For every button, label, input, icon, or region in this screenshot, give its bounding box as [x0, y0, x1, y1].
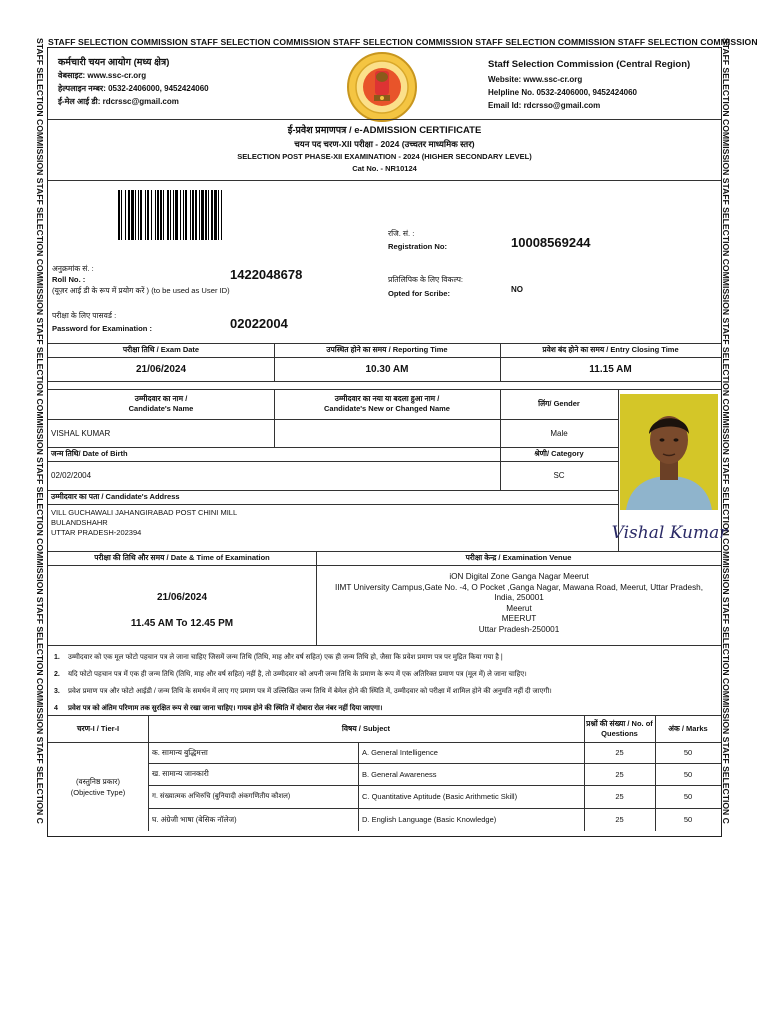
subject-hindi: घ. अंग्रेजी भाषा (बेसिक नॉलेज) [152, 814, 237, 824]
reporting-time-value: 10.30 AM [365, 363, 409, 375]
instruction-number: 3. [54, 688, 60, 695]
ssc-emblem-icon [344, 51, 420, 123]
scribe-label-hindi: प्रतिलिपिक के लिए विकल्प: [388, 275, 464, 284]
entry-closing-label: प्रवेश बंद होने का समय / Entry Closing Time [542, 345, 679, 354]
questions-header: प्रश्नों की संख्या / No. of Questions [586, 718, 653, 738]
subject-english: C. Quantitative Aptitude (Basic Arithmetic Skill) [362, 792, 518, 801]
title-line2: चयन पद चरण-XII परीक्षा - 2024 (उच्चतर माध्यमिक स्तर) [294, 139, 475, 149]
watermark-top: STAFF SELECTION COMMISSION STAFF SELECTION COMMISSION STAFF SELECTION COMMISSION STAFF SELECTION COMMISSION STAFF SELECTION COMMISSION [48, 37, 758, 47]
password-label-hindi: परीक्षा के लिए पासवर्ड : [52, 311, 117, 320]
website-english: Website: www.ssc-cr.org [488, 75, 583, 84]
subject-hindi: ख. सामान्य जानकारी [152, 769, 209, 778]
instruction-item [54, 666, 714, 683]
subject-questions: 25 [615, 815, 624, 824]
candidate-photo [620, 394, 718, 510]
marks-header: अंक / Marks [668, 723, 708, 733]
subject-marks: 50 [683, 748, 693, 757]
scribe-label [388, 274, 463, 299]
dob-label: जन्म तिथि/ Date of Birth [51, 449, 128, 458]
registration-number: 10008569244 [511, 235, 591, 250]
instruction-number: 2. [54, 671, 60, 678]
roll-number: 1422048678 [230, 267, 303, 282]
registration-label-hindi: रजि. सं. : [388, 229, 415, 238]
title-line3: SELECTION POST PHASE-XII EXAMINATION - 2024 (HIGHER SECONDARY LEVEL) [237, 152, 532, 161]
subject-marks: 50 [683, 792, 693, 801]
venue-line1: iON Digital Zone Ganga Nagar Meerut [449, 572, 589, 581]
address-line3: UTTAR PRADESH-202394 [51, 528, 142, 537]
name-label-english: Candidate's Name [128, 404, 194, 413]
instruction-text: प्रवेश प्रमाण पत्र और फोटो आईडी / जन्म तिथि के समर्थन में लाए गए प्रमाण पत्र में उल्लिखित जन्म तिथि में बेमेल होने की स्थिति में, उम्मीदवार को परीक्षा में शामिल होने की अनुमति नहीं दी जाएगी। [68, 688, 552, 695]
subject-english: A. General Intelligence [362, 748, 438, 757]
org-name-hindi: कर्मचारी चयन आयोग (मध्य क्षेत्र) [58, 57, 170, 68]
exam-datetime-label: परीक्षा की तिथि और समय / Date & Time of Examination [94, 553, 270, 562]
title-line1: ई-प्रवेश प्रमाणपत्र / e-ADMISSION CERTIFICATE [287, 125, 482, 136]
name-label-hindi: उम्मीदवार का नाम / [134, 394, 188, 403]
subject-hindi: क. सामान्य बुद्धिमत्ता [152, 747, 208, 757]
title-line4: Cat No. - NR10124 [352, 164, 417, 173]
subject-marks: 50 [683, 769, 693, 779]
roll-label-hindi: अनुक्रमांक सं. : [52, 264, 94, 273]
header-right [488, 58, 690, 112]
gender-value: Male [550, 428, 568, 438]
venue-line6: Uttar Pradesh-250001 [478, 624, 560, 634]
instruction-item [54, 649, 714, 666]
new-name-header [274, 391, 500, 417]
email-english: Email Id: rdcrsso@gmail.com [488, 101, 601, 110]
venue-line3: India, 250001 [494, 593, 544, 602]
subject-questions: 25 [615, 748, 624, 757]
venue-line2: IIMT University Campus,Gate No. -4, O Pocket ,Ganga Nagar, Mawana Road, Meerut, Uttar Pradesh, [335, 582, 703, 592]
subject-english: D. English Language (Basic Knowledge) [362, 815, 497, 824]
category-value: SC [553, 471, 565, 480]
instruction-number: 1. [54, 654, 60, 661]
name-header [48, 391, 274, 417]
exam-venue-label: परीक्षा केन्द्र / Examination Venue [465, 553, 572, 562]
scribe-label-english: Opted for Scribe: [388, 289, 451, 298]
watermark-right: STAFF SELECTION COMMISSION STAFF SELECTION COMMISSION STAFF SELECTION COMMISSION STAFF SELECTION COMMISSION STAFF SELECTION COMMISSION STAFF SELECTION C [721, 38, 731, 824]
candidate-new-name [277, 419, 497, 447]
new-name-label-english: Candidate's New or Changed Name [324, 404, 450, 413]
venue-exam-time: 11.45 AM To 12.45 PM [130, 617, 234, 629]
certificate-title [48, 124, 721, 175]
instruction-text: प्रवेश पत्र को अंतिम परिणाम तक सुरक्षित रूप से रखा जाना चाहिए। गायब होने की स्थिति में दोबारा रोल नंबर नहीं दिया जाएगा। [68, 705, 383, 712]
exam-date-label: परीक्षा तिथि / Exam Date [122, 345, 200, 354]
objective-type-hindi: (वस्तुनिष्ठ प्रकार) [75, 776, 120, 786]
roll-note: (यूज़र आई डी के रूप में प्रयोग करें ) (to be used as User ID) [52, 286, 230, 295]
instruction-text: उम्मीदवार को एक मूल फोटो पहचान पत्र ले जाना चाहिए जिसमें जन्म तिथि (तिथि, माह और वर्ष सहित) एक ही जन्म तिथि हो, जैसा कि प्रवेश प्रमाण पत्र पर मुद्रित किया गया है | [68, 654, 503, 661]
helpline-hindi: हेल्पलाइन नम्बर: 0532-2406000, 9452424060 [58, 84, 209, 93]
category-label: श्रेणी/ Category [534, 449, 584, 458]
website-hindi: वेबसाइट: www.ssc-cr.org [58, 71, 147, 80]
subject-questions: 25 [615, 792, 624, 801]
roll-label [52, 263, 230, 296]
helpline-english: Helpline No. 0532-2406000, 9452424060 [488, 88, 637, 97]
password-value: 02022004 [230, 316, 288, 331]
venue-line5: MEERUT [501, 614, 537, 623]
address-value [51, 508, 237, 538]
candidate-signature: Vishal Kumar [611, 523, 728, 543]
password-label [52, 310, 152, 334]
venue-address [318, 572, 720, 635]
reporting-time-label: उपस्थित होने का समय / Reporting Time [326, 345, 448, 354]
objective-type-cell [48, 742, 148, 831]
address-line2: BULANDSHAHR [51, 518, 108, 527]
instruction-text: यदि फोटो पहचान पत्र में एक ही जन्म तिथि (तिथि, माह और वर्ष सहित) नहीं है, तो उम्मीदवार को अपनी जन्म तिथि के प्रमाण के रूप में एक अतिरिक्त प्रमाण पत्र (मूल में) ले जाना चाहिए। [68, 671, 527, 678]
venue-line4: Meerut [506, 603, 532, 613]
instructions-list [54, 649, 714, 717]
subject-english: B. General Awareness [362, 769, 437, 779]
objective-type-english: (Objective Type) [70, 787, 126, 797]
address-line1: VILL GUCHAWALI JAHANGIRABAD POST CHINI MILL [51, 508, 238, 517]
email-hindi: ई-मेल आई डी: rdcrssc@gmail.com [58, 97, 179, 106]
candidate-name: VISHAL KUMAR [51, 428, 111, 438]
scribe-value: NO [511, 285, 523, 294]
registration-label-english: Registration No: [388, 242, 448, 251]
exam-date-value: 21/06/2024 [135, 363, 187, 375]
instruction-number: 4 [54, 705, 58, 712]
subject-header: विषय / Subject [341, 723, 391, 733]
gender-header: लिंग/ Gender [538, 399, 580, 408]
dob-value: 02/02/2004 [51, 471, 92, 480]
watermark-left: STAFF SELECTION COMMISSION STAFF SELECTION COMMISSION STAFF SELECTION COMMISSION STAFF SELECTION COMMISSION STAFF SELECTION COMMISSION STAFF SELECTION C [35, 38, 45, 824]
org-name-english: Staff Selection Commission (Central Region) [488, 59, 691, 70]
barcode-icon [118, 190, 314, 240]
new-name-label-hindi: उम्मीदवार का नया या बदला हुआ नाम / [334, 394, 440, 403]
venue-exam-date: 21/06/2024 [156, 591, 208, 603]
subject-questions: 25 [615, 769, 624, 779]
registration-label [388, 228, 447, 252]
tier-header: चरण-I / Tier-I [76, 723, 120, 733]
address-label: उम्मीदवार का पता / Candidate's Address [51, 492, 180, 501]
entry-closing-value: 11.15 AM [589, 363, 632, 375]
instruction-item [54, 683, 714, 700]
header-left [58, 56, 209, 108]
password-label-english: Password for Examination : [52, 324, 153, 333]
roll-label-english: Roll No. : [52, 275, 86, 284]
subject-hindi: ग. संख्यात्मक अभिरुचि (बुनियादी अंकगणितीय कौशल) [152, 793, 291, 800]
subject-marks: 50 [683, 815, 693, 824]
